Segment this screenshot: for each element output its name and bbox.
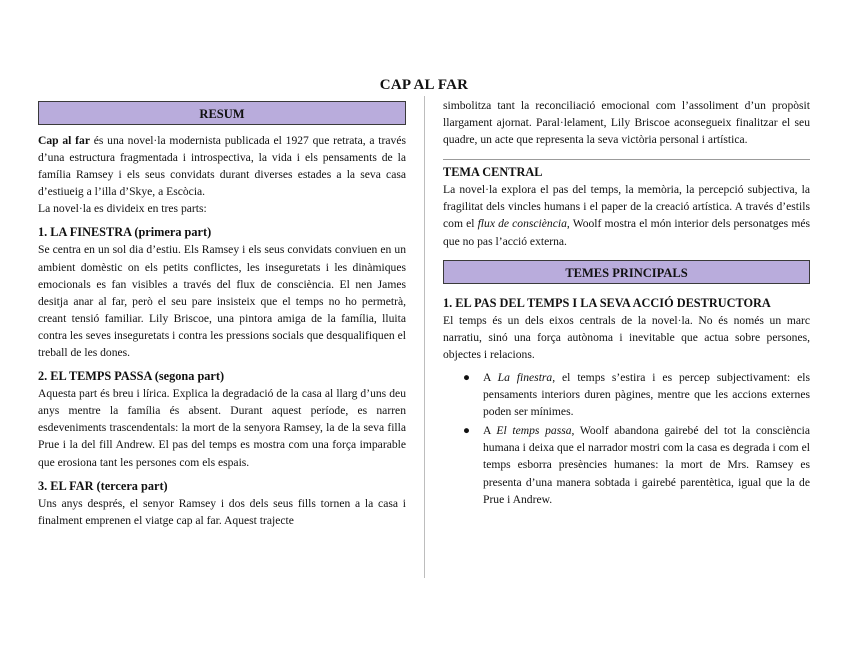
list-item (463, 422, 811, 507)
tema-central-italic: flux de consciència (477, 217, 567, 231)
part2-text: Aquesta part és breu i lírica. Explica la degradació de la casa al llarg d’uns deu anys mentre la família és absent. Durant aquest període, es narren esdeveniments trascendentals: la mort de la senyora Ramsey, la de la seva filla Prue i la del fill Andrew. El pas del temps es mostra com una força imparable que erosiona tant les persones com els espais. (38, 387, 406, 469)
tema1-heading: 1. EL PAS DEL TEMPS I LA SEVA ACCIÓ DESTRUCTORA (443, 295, 771, 310)
part3-text-b: simbolitza tant la reconciliació emocional com l’assoliment d’un propòsit llargament ajornat. Paral·lelament, Lily Briscoe aconsegueix finalitzar el seu quadre, un acte que representa la seva victòria personal i artística. (443, 99, 810, 147)
intro-paragraph (38, 132, 406, 200)
left-column (38, 101, 406, 529)
bullet-text-italic: La finestra (497, 370, 553, 384)
part2-heading: 2. EL TEMPS PASSA (segona part) (38, 369, 225, 384)
bullet-text-italic: El temps passa (496, 424, 572, 438)
bullet-text-pre: A (483, 424, 497, 438)
part1-text: Se centra en un sol dia d’estiu. Els Ramsey i els seus convidats conviuen en un ambient domèstic on els petits conflictes, les inseguretats i les dinàmiques emocionals es fan visibles a través del flux de consciència. El nen James desitja anar al far, però el seu pare insisteix que el temps no ho permetrà, creant tensió familiar. Lily Briscoe, una pintora amiga de la família, lluita contra les seves inseguretats i contra les pressions socials que desqualifiquen el treball de les dones. (38, 243, 406, 360)
document-title: CAP AL FAR (379, 77, 469, 93)
tema-central-text-a: La novel·la explora el pas del temps, la memòria, la percepció subjectiva, la fragilitat dels vincles humans i el paper de la creació artística. A través d’estils com el (443, 183, 810, 231)
intro-bold-title: Cap al far (38, 134, 90, 147)
part3-heading: 3. EL FAR (tercera part) (38, 478, 168, 493)
list-item (463, 369, 810, 420)
tema-central-text (443, 181, 810, 249)
tema-central-text-b: , Woolf mostra el món interior dels personatges més que no pas l’acció externa. (443, 217, 810, 248)
temes-principals-box: TEMES PRINCIPALS (443, 260, 810, 284)
part3-text-a: Uns anys després, el senyor Ramsey i dos dels seus fills tornen a la casa i finalment emprenen el viatge cap al far. Aquest trajecte (38, 496, 406, 527)
section-separator (443, 159, 810, 160)
bullet-text-pre: A (483, 370, 498, 384)
right-column (443, 97, 810, 510)
column-divider (424, 96, 425, 578)
tema1-bullet-list (443, 369, 810, 508)
parts-intro: La novel·la es divideix en tres parts: (38, 202, 207, 216)
resum-box: RESUM (38, 101, 406, 125)
bullet-icon: ● (463, 424, 471, 438)
bullet-text-post: , Woolf abandona gairebé del tot la consciència humana i deixa que el narrador mostri com la casa es degrada i com el temps esborra presències humanes: la mort de Mrs. Ramsey es presenta d’una manera sobtada i gairebé parentètica, igual que la de Prue i Andrew. (483, 424, 811, 506)
bullet-text-post: , el temps s’estira i es percep subjectivament: els pensaments interiors duren pàgines, mentre que les accions externes poden ser mínimes. (483, 370, 810, 419)
bullet-icon: ● (463, 370, 471, 384)
intro-text: és una novel·la modernista publicada el 1927 que retrata, a través d’una estructura fragmentada i introspectiva, la vida i els pensaments de la família Ramsey i els seus convidats durant diverses estades a la seva casa d’estiueig a l’illa d’Skye, a Escòcia. (38, 134, 406, 199)
tema-central-heading: TEMA CENTRAL (443, 165, 543, 180)
tema1-text: El temps és un dels eixos centrals de la novel·la. No és només un marc narratiu, sinó una força autònoma i inevitable que actua sobre persones, objectes i relacions. (443, 313, 810, 361)
part1-heading: 1. LA FINESTRA (primera part) (38, 225, 212, 240)
